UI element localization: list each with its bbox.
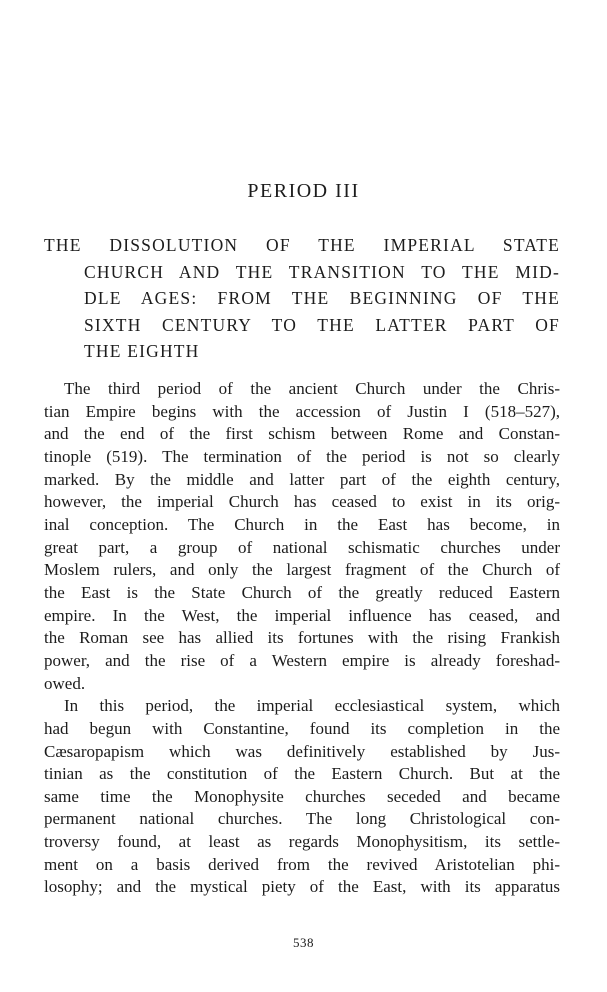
title-line: SIXTH CENTURY TO THE LATTER PART OF (84, 314, 560, 335)
text-line: The third period of the ancient Church under the Chris- (64, 379, 560, 398)
text-line: marked. By the middle and latter part of the eighth century, (44, 469, 560, 489)
text-line: same time the Monophysite churches seceded and became (44, 786, 560, 806)
title-line: DLE AGES: FROM THE BEGINNING OF THE (84, 288, 560, 308)
text-line: tinople (519). The termination of the period is not so clearly (44, 446, 560, 466)
text-line: great part, a group of national schismatic churches under (44, 537, 560, 557)
text-line: tinian as the constitution of the Eastern Church. But at the (44, 764, 560, 784)
text-line: losophy; and the mystical piety of the East, with its apparatus (44, 877, 560, 897)
text-line: the East is the State Church of the greatly reduced Eastern (44, 582, 560, 602)
text-line: and the end of the first schism between Rome and Constan- (44, 424, 560, 444)
body-text (44, 378, 560, 899)
title-line: THE DISSOLUTION OF THE IMPERIAL STATE (44, 235, 560, 255)
text-line: the Roman see has allied its fortunes with the rising Frankish (44, 628, 560, 648)
text-line: owed. (44, 673, 86, 693)
text-line: empire. In the West, the imperial influence has ceased, and (44, 605, 560, 625)
chapter-title (44, 232, 560, 365)
text-line: however, the imperial Church has ceased to exist in its orig- (44, 492, 560, 512)
paragraph-1 (44, 378, 560, 695)
page-number: 538 (293, 935, 314, 950)
period-heading: PERIOD III (247, 180, 360, 202)
text-line: tian Empire begins with the accession of Justin I (518–527), (44, 401, 560, 421)
text-line: Cæsaropapism which was definitively established by Jus- (44, 741, 560, 761)
text-line: power, and the rise of a Western empire is already foreshad- (44, 650, 560, 670)
text-line: In this period, the imperial ecclesiastical system, which (64, 696, 560, 716)
title-line: THE EIGHTH (84, 341, 200, 361)
text-line: ment on a basis derived from the revived Aristotelian phi- (44, 854, 560, 874)
text-line: permanent national churches. The long Christological con- (44, 809, 560, 829)
text-line: inal conception. The Church in the East has become, in (44, 514, 560, 534)
title-line: CHURCH AND THE TRANSITION TO THE MID- (84, 261, 560, 282)
text-line: Moslem rulers, and only the largest fragment of the Church of (44, 560, 560, 580)
paragraph-2 (44, 695, 560, 899)
text-line: troversy found, at least as regards Monophysitism, its settle- (44, 832, 560, 852)
text-line: had begun with Constantine, found its completion in the (44, 718, 560, 738)
